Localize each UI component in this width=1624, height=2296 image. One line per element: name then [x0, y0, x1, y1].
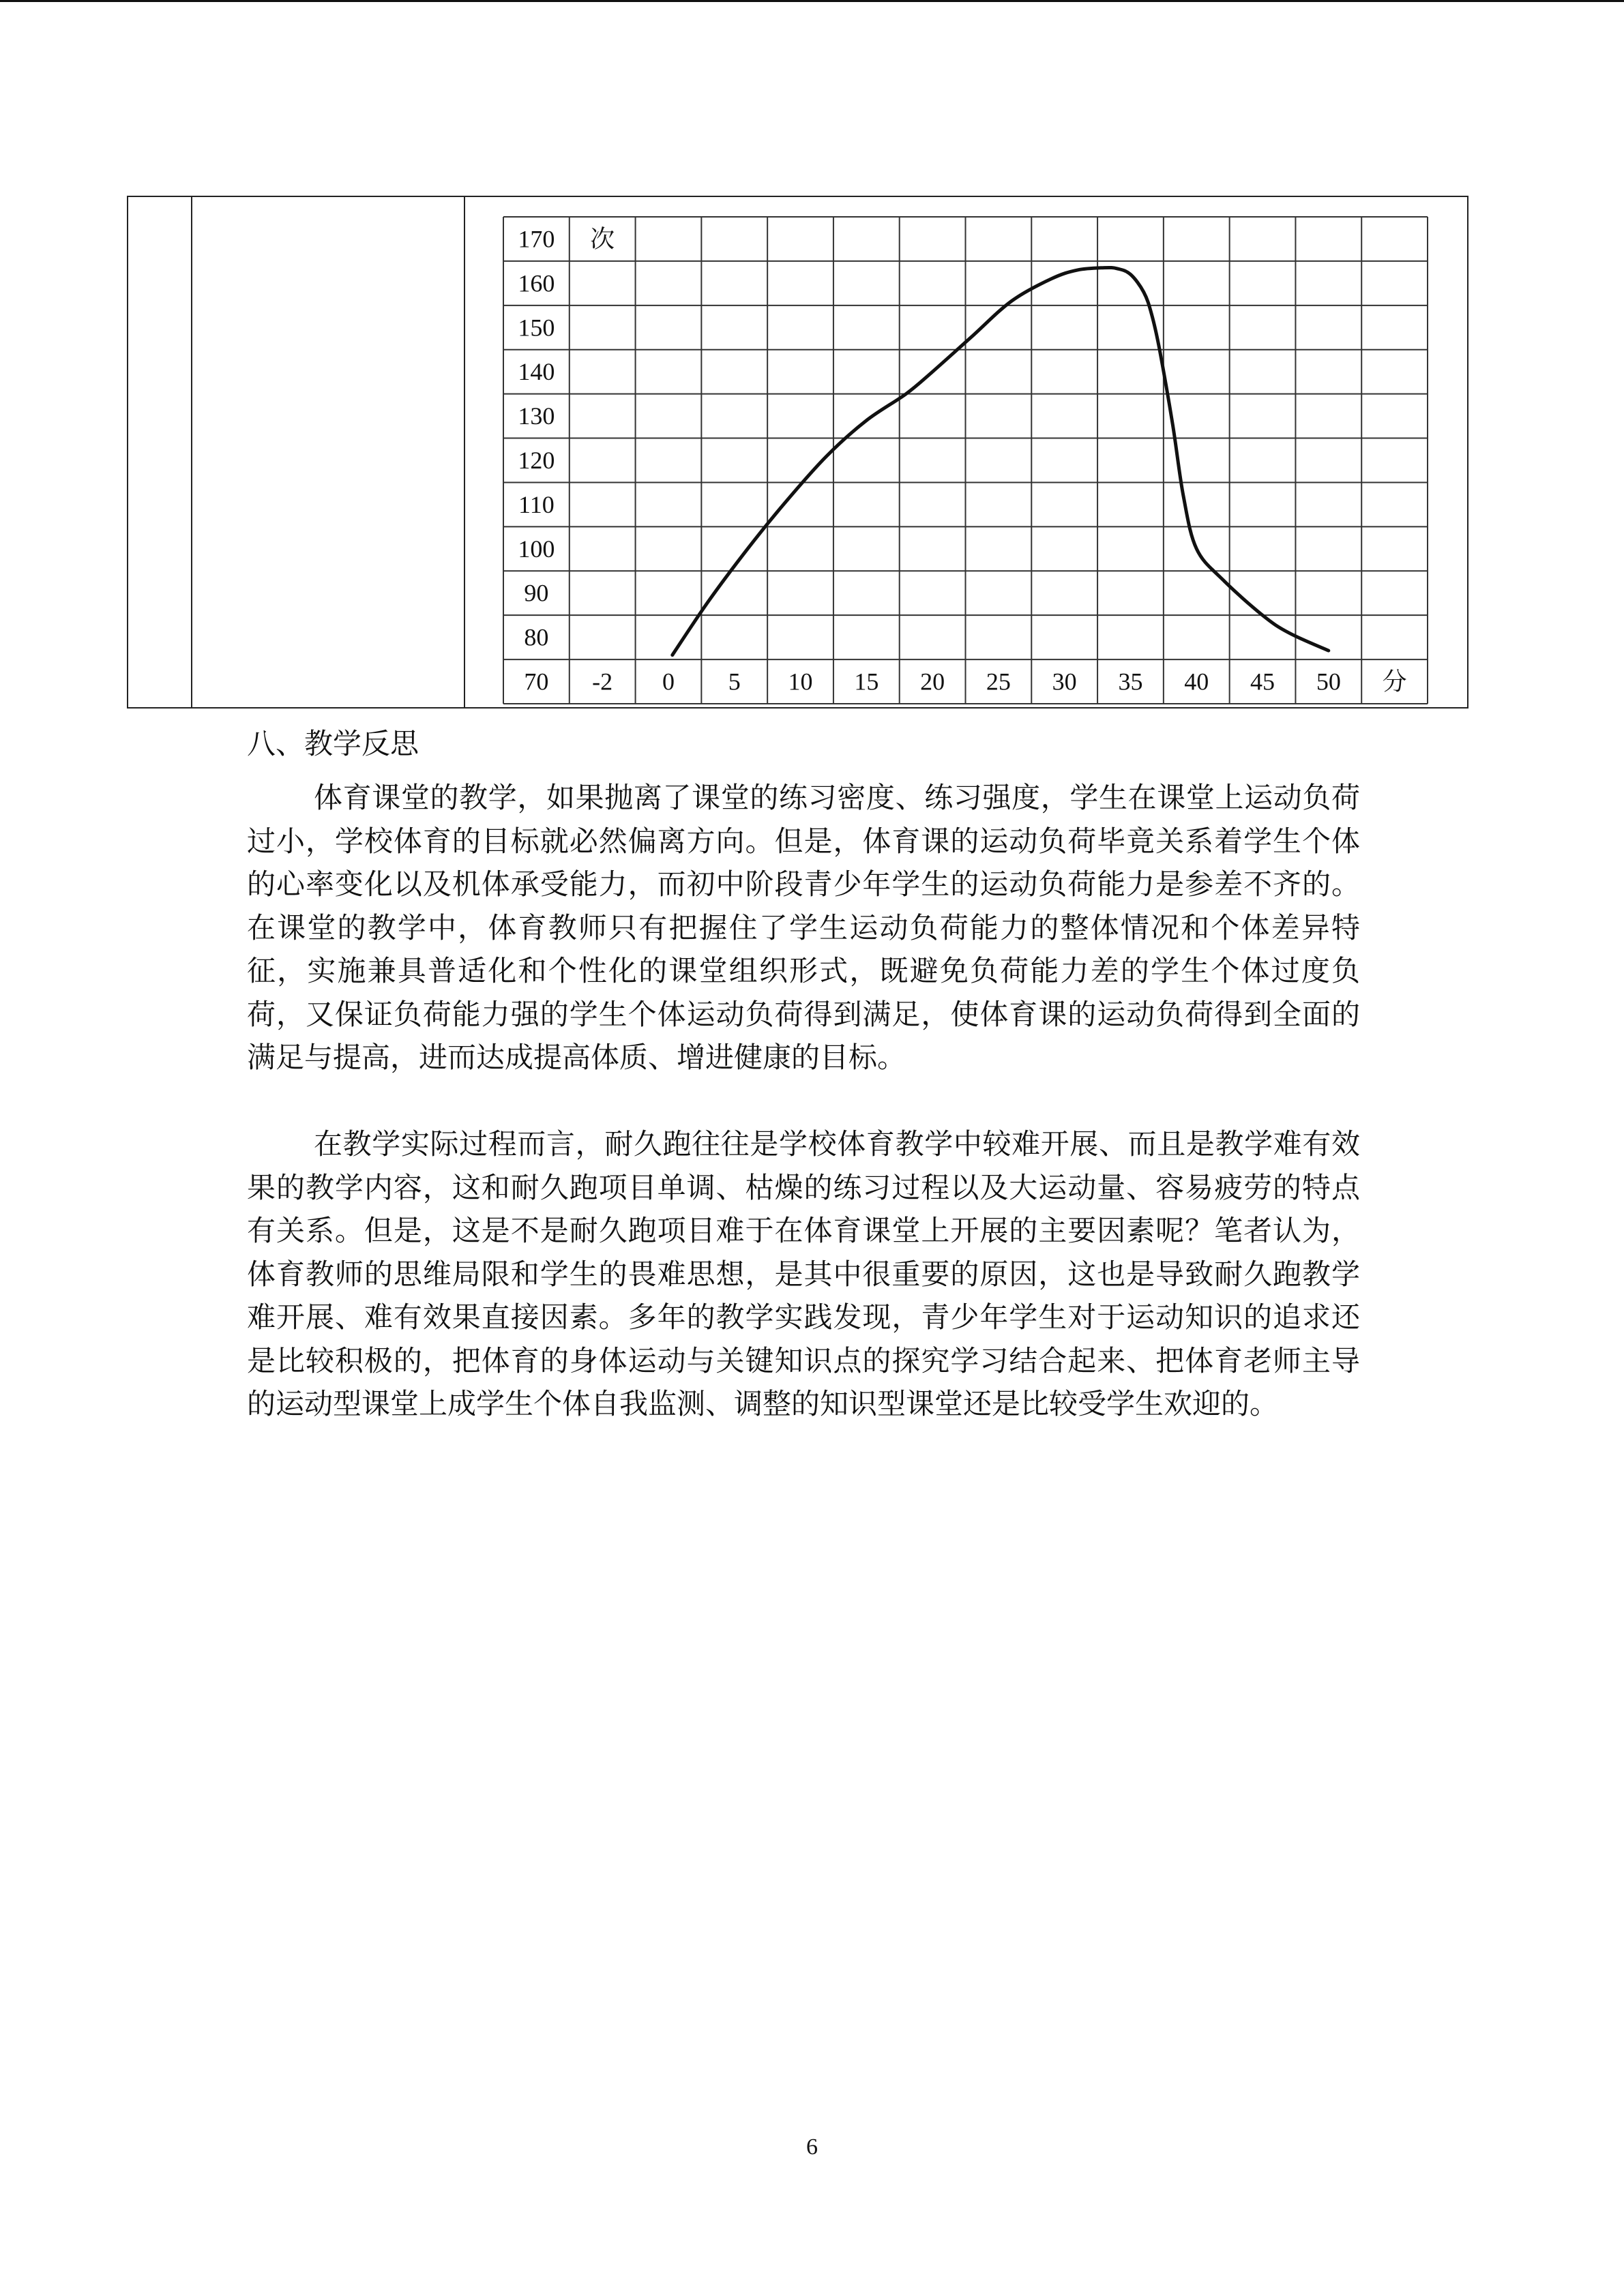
y-tick-label: 160: [518, 269, 555, 297]
x-axis-unit-label: 分: [1382, 668, 1407, 696]
reflection-paragraph-1: 体育课堂的教学，如果抛离了课堂的练习密度、练习强度，学生在课堂上运动负荷过小，学校体育的目标就必然偏离方向。但是，体育课的运动负荷毕竟关系着学生个体的心率变化以及机体承受能力，而初中阶段青少年学生的运动负荷能力是参差不齐的。在课堂的教学中，体育教师只有把握住了学生运动负荷能力的整体情况和个体差异特征，实施兼具普适化和个性化的课堂组织形式，既避免负荷能力差的学生个体过度负荷，又保证负荷能力强的学生个体运动负荷得到满足，使体育课的运动负荷得到全面的满足与提高，进而达成提高体质、增进健康的目标。: [247, 781, 1360, 1074]
y-tick-label: 120: [518, 447, 555, 474]
x-tick-label: 35: [1118, 668, 1143, 696]
page-number: 6: [806, 2134, 818, 2160]
y-tick-label: 90: [524, 579, 549, 607]
y-tick-label: 130: [518, 402, 555, 430]
x-tick-label: -2: [592, 668, 613, 696]
x-tick-label: 25: [986, 668, 1011, 696]
x-tick-label: 5: [728, 668, 741, 696]
section-heading: 八、教学反思: [247, 727, 419, 760]
reflection-paragraph-2: 在教学实际过程而言，耐久跑往往是学校体育教学中较难开展、而且是教学难有效果的教学内容，这和耐久跑项目单调、枯燥的练习过程以及大运动量、容易疲劳的特点有关系。但是，这是不是耐久跑项目难于在体育课堂上开展的主要因素呢？笔者认为，体育教师的思维局限和学生的畏难思想，是其中很重要的原因，这也是导致耐久跑教学难开展、难有效果直接因素。多年的教学实践发现，青少年学生对于运动知识的追求还是比较积极的，把体育的身体运动与关键知识点的探究学习结合起来、把体育老师主导的运动型课堂上成学生个体自我监测、调整的知识型课堂还是比较受学生欢迎的。: [247, 1127, 1360, 1420]
y-tick-label: 110: [518, 490, 555, 518]
x-tick-label: 0: [662, 668, 675, 696]
y-tick-label: 100: [518, 535, 555, 563]
x-tick-label: 10: [788, 668, 813, 696]
table-column-divider: [191, 197, 192, 707]
y-tick-label: 140: [518, 358, 555, 386]
y-tick-label: 170: [518, 225, 555, 253]
x-tick-label: 40: [1184, 668, 1209, 696]
y-tick-label: 70: [524, 668, 549, 696]
y-axis-unit-label: 次: [590, 225, 615, 253]
x-tick-label: 30: [1052, 668, 1077, 696]
x-tick-label: 45: [1250, 668, 1275, 696]
y-tick-label: 80: [524, 623, 549, 651]
page-top-border: [0, 0, 1624, 2]
x-tick-label: 15: [854, 668, 879, 696]
heart-rate-chart: [503, 217, 1428, 704]
x-tick-label: 50: [1316, 668, 1341, 696]
y-tick-label: 150: [518, 314, 555, 342]
x-tick-label: 20: [920, 668, 945, 696]
chart-grid: [503, 217, 1428, 704]
table-column-divider: [464, 197, 465, 707]
